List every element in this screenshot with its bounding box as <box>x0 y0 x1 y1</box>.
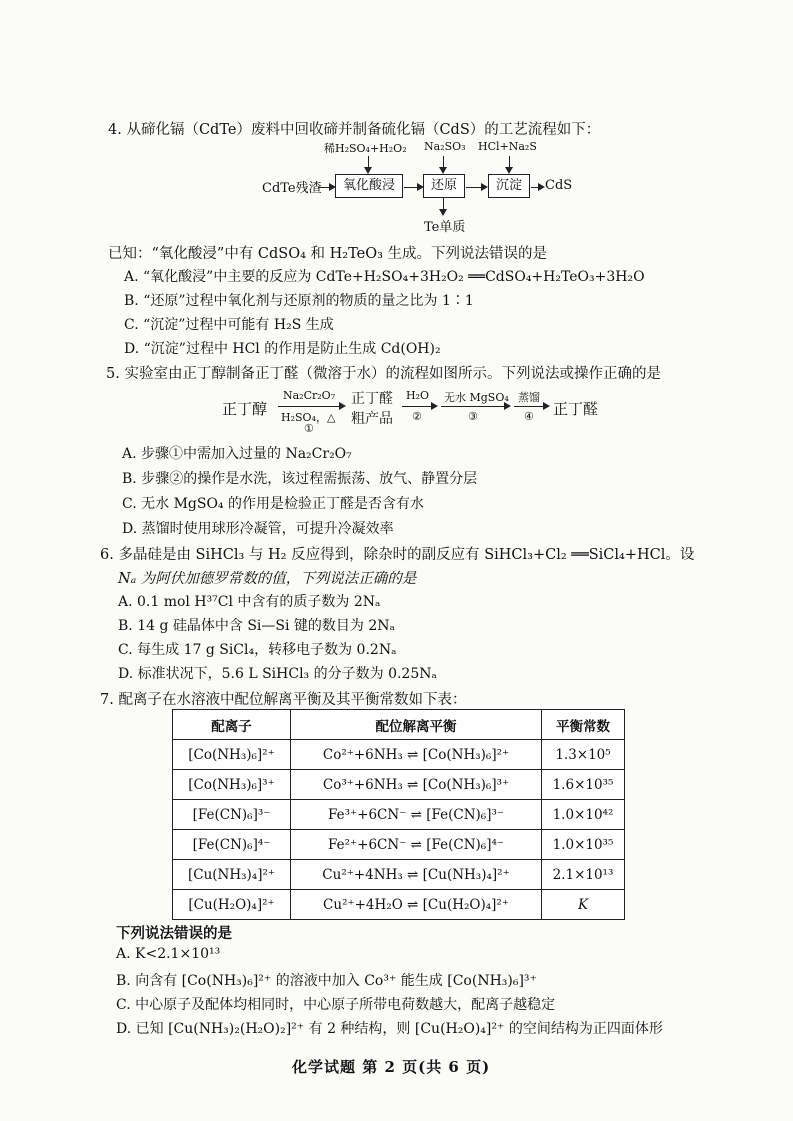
q5-step4-number: ④ <box>524 410 534 423</box>
q7-cell-ion: [Co(NH₃)₆]²⁺ <box>173 740 291 770</box>
q5-option-d: D. 蒸馏时使用球形冷凝管，可提升冷凝效率 <box>122 521 394 537</box>
q4-arrow-2 <box>404 187 422 188</box>
q7-header-constant: 平衡常数 <box>542 710 625 740</box>
q5-step3-number: ③ <box>468 410 478 423</box>
q6-option-d: D. 标准状况下，5.6 L SiHCl₃ 的分子数为 0.25Nₐ <box>118 666 437 682</box>
q5-step3-reagent: 无水 MgSO₄ <box>444 391 509 404</box>
q7-cell-constant: K <box>542 890 625 920</box>
q6-option-b: B. 14 g 硅晶体中含 Si—Si 键的数目为 2Nₐ <box>118 618 395 634</box>
q5-step3-arrow <box>441 406 509 407</box>
q5-step1-arrow <box>278 406 344 407</box>
q4-reagent-3: HCl+Na₂S <box>478 140 537 153</box>
q4-arrow-1 <box>318 187 334 188</box>
q5-step2-number: ② <box>412 410 422 423</box>
q5-option-c: C. 无水 MgSO₄ 的作用是检验正丁醛是否含有水 <box>122 496 424 512</box>
q6-stem-line2: Nₐ 为阿伏加德罗常数的值，下列说法正确的是 <box>118 571 417 587</box>
q7-cell-equilibrium: Fe³⁺+6CN⁻ ⇌ [Fe(CN)₆]³⁻ <box>291 800 542 830</box>
table-row <box>173 890 625 920</box>
table-row <box>173 830 625 860</box>
q5-option-a: A. 步骤①中需加入过量的 Na₂Cr₂O₇ <box>122 446 352 462</box>
q4-reagent-2: Na₂SO₃ <box>424 140 466 153</box>
q4-arrow-4 <box>531 187 543 188</box>
q5-step1-condition: H₂SO₄，△ <box>281 411 336 424</box>
q5-crude-bottom: 粗产品 <box>351 411 393 427</box>
q5-step4-arrow <box>514 406 548 407</box>
q7-header-complex-ion: 配离子 <box>173 710 291 740</box>
q7-table-header-row <box>173 710 625 740</box>
q4-box-precipitation: 沉淀 <box>488 174 530 198</box>
q5-step1-number: ① <box>304 422 314 435</box>
q5-start: 正丁醇 <box>222 400 268 418</box>
q5-step1-reagent: Na₂Cr₂O₇ <box>283 389 336 402</box>
q5-stem: 5. 实验室由正丁醇制备正丁醛（微溶于水）的流程如图所示。下列说法或操作正确的是 <box>106 366 661 382</box>
q7-cell-equilibrium: Cu²⁺+4NH₃ ⇌ [Cu(NH₃)₄]²⁺ <box>291 860 542 890</box>
q4-option-c: C. “沉淀”过程中可能有 H₂S 生成 <box>124 317 334 333</box>
q7-option-d: D. 已知 [Cu(NH₃)₂(H₂O)₂]²⁺ 有 2 种结构，则 [Cu(H₂O)₄]²⁺ 的空间结构为正四面体形 <box>116 1021 663 1037</box>
q7-option-c: C. 中心原子及配体均相同时，中心原子所带电荷数越大，配离子越稳定 <box>116 997 556 1013</box>
q7-cell-equilibrium: Cu²⁺+4H₂O ⇌ [Cu(H₂O)₄]²⁺ <box>291 890 542 920</box>
q4-reagent-1-arrow <box>368 156 369 172</box>
q4-option-b: B. “还原”过程中氧化剂与还原剂的物质的量之比为 1∶1 <box>124 293 474 309</box>
q7-cell-constant: 2.1×10¹³ <box>542 860 625 890</box>
table-row <box>173 770 625 800</box>
q4-option-d: D. “沉淀”过程中 HCl 的作用是防止生成 Cd(OH)₂ <box>124 341 441 357</box>
q4-end-product: CdS <box>545 178 573 193</box>
page-footer: 化学试题 第 2 页(共 6 页) <box>292 1058 491 1076</box>
q7-header-equilibrium: 配位解离平衡 <box>291 710 542 740</box>
q4-byproduct: Te单质 <box>424 220 466 235</box>
table-row <box>173 860 625 890</box>
q4-reagent-2-arrow <box>443 156 444 172</box>
q7-cell-equilibrium: Co²⁺+6NH₃ ⇌ [Co(NH₃)₆]²⁺ <box>291 740 542 770</box>
q7-cell-ion: [Co(NH₃)₆]³⁺ <box>173 770 291 800</box>
q4-reagent-1: 稀H₂SO₄+H₂O₂ <box>324 142 407 155</box>
q7-equilibrium-table <box>172 709 625 920</box>
q4-reagent-3-arrow <box>509 156 510 172</box>
q7-option-a: A. K<2.1×10¹³ <box>116 946 221 962</box>
q7-cell-ion: [Fe(CN)₆]³⁻ <box>173 800 291 830</box>
q4-stem: 4. 从碲化镉（CdTe）废料中回收碲并制备硫化镉（CdS）的工艺流程如下： <box>108 122 601 138</box>
q5-step4-reagent: 蒸馏 <box>518 391 540 404</box>
q7-cell-ion: [Fe(CN)₆]⁴⁻ <box>173 830 291 860</box>
q5-crude-top: 正丁醛 <box>351 391 393 407</box>
q7-cell-constant: 1.0×10³⁵ <box>542 830 625 860</box>
q5-option-b: B. 步骤②的操作是水洗，该过程需振荡、放气、静置分层 <box>122 471 478 487</box>
q4-box-reduction: 还原 <box>423 174 465 198</box>
q7-stem: 7. 配离子在水溶液中配位解离平衡及其平衡常数如下表： <box>100 692 467 708</box>
q7-cell-equilibrium: Fe²⁺+6CN⁻ ⇌ [Fe(CN)₆]⁴⁻ <box>291 830 542 860</box>
table-row <box>173 800 625 830</box>
q7-question: 下列说法错误的是 <box>116 925 232 942</box>
q6-stem-line1: 6. 多晶硅是由 SiHCl₃ 与 H₂ 反应得到，除杂时的副反应有 SiHCl₃+Cl₂ ══SiCl₄+HCl。设 <box>100 547 695 563</box>
q7-cell-constant: 1.6×10³⁵ <box>542 770 625 800</box>
q7-cell-ion: [Cu(H₂O)₄]²⁺ <box>173 890 291 920</box>
q4-start-material: CdTe残渣 <box>262 181 322 196</box>
q7-option-b: B. 向含有 [Co(NH₃)₆]²⁺ 的溶液中加入 Co³⁺ 能生成 [Co(NH₃)₆]³⁺ <box>116 973 537 989</box>
q5-end: 正丁醛 <box>553 400 599 418</box>
q6-option-a: A. 0.1 mol H³⁷Cl 中含有的质子数为 2Nₐ <box>118 594 381 610</box>
table-row <box>173 740 625 770</box>
q7-cell-ion: [Cu(NH₃)₄]²⁺ <box>173 860 291 890</box>
q4-arrow-3 <box>466 187 486 188</box>
q7-cell-constant: 1.3×10⁵ <box>542 740 625 770</box>
q4-known: 已知：“氧化酸浸”中有 CdSO₄ 和 H₂TeO₃ 生成。下列说法错误的是 <box>108 246 548 262</box>
q4-box-oxidative-leach: 氧化酸浸 <box>335 174 403 198</box>
q5-step2-reagent: H₂O <box>406 389 430 402</box>
q4-byproduct-arrow <box>443 198 444 214</box>
q7-cell-equilibrium: Co³⁺+6NH₃ ⇌ [Co(NH₃)₆]³⁺ <box>291 770 542 800</box>
q6-option-c: C. 每生成 17 g SiCl₄，转移电子数为 0.2Nₐ <box>118 642 397 658</box>
q5-step2-arrow <box>402 406 436 407</box>
q4-option-a: A. “氧化酸浸”中主要的反应为 CdTe+H₂SO₄+3H₂O₂ ══CdSO₄+H₂TeO₃+3H₂O <box>124 269 645 285</box>
q7-cell-constant: 1.0×10⁴² <box>542 800 625 830</box>
